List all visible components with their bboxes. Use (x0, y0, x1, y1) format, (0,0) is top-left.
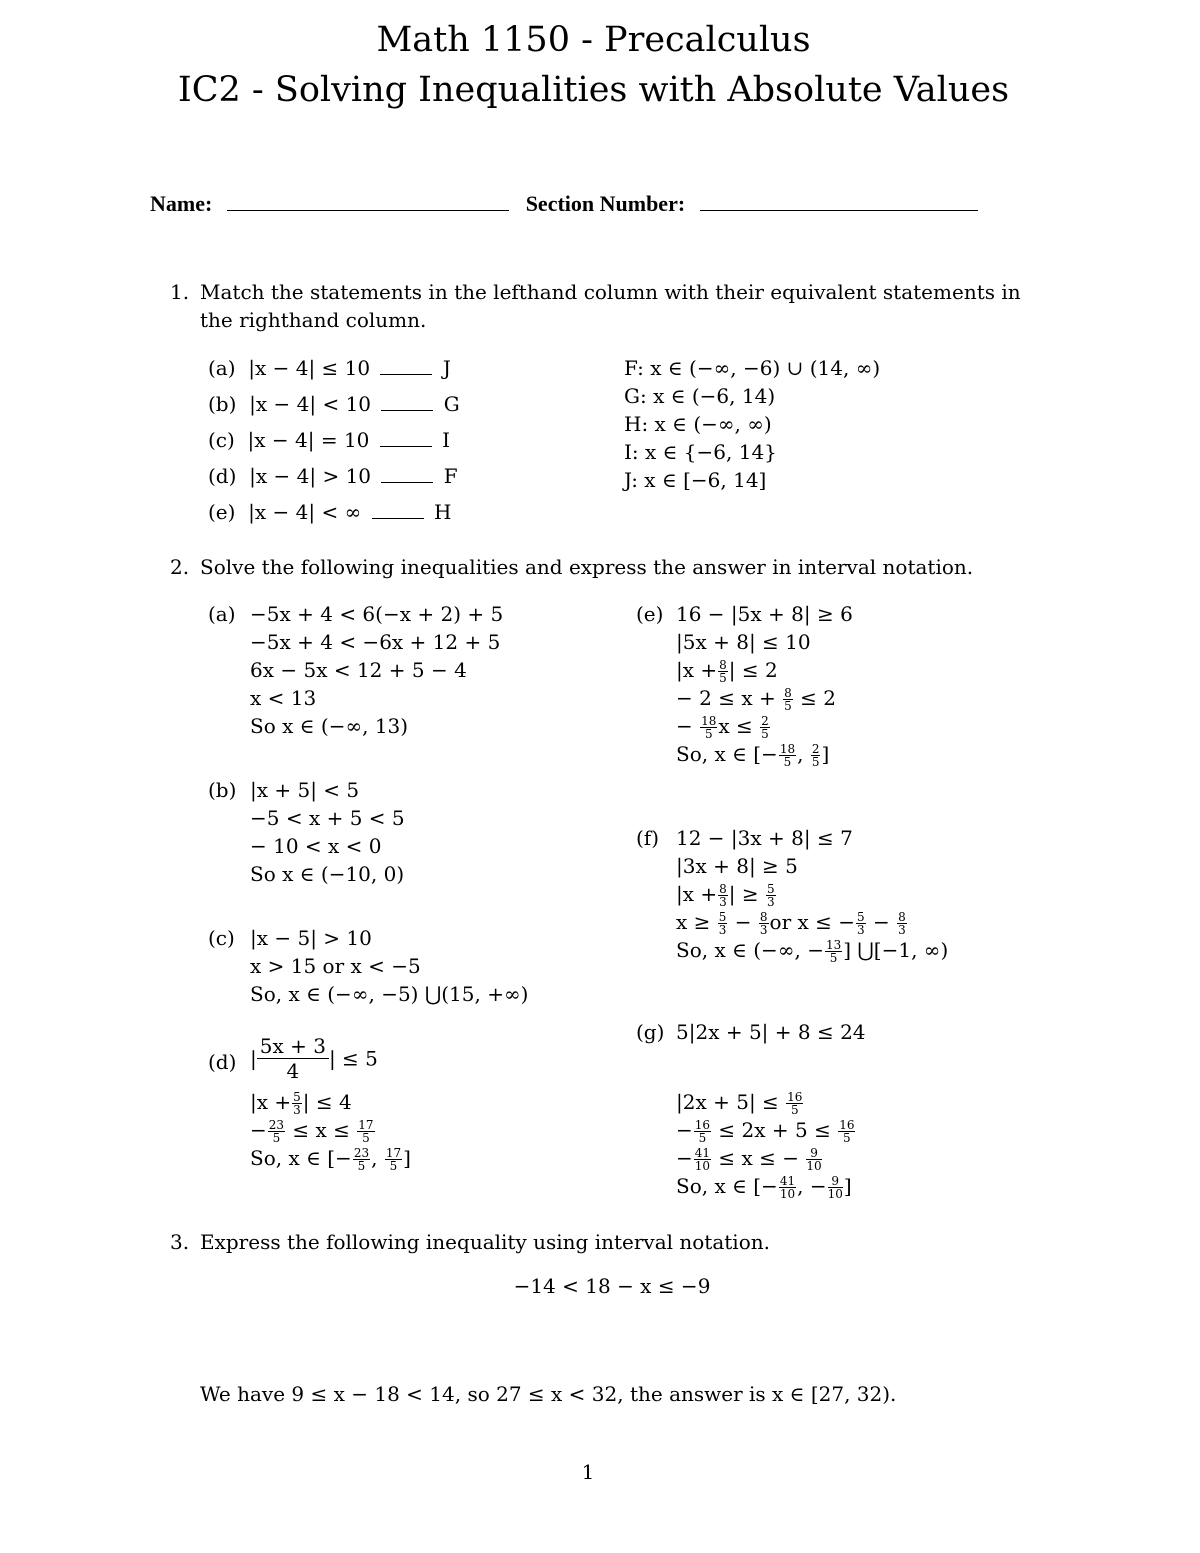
fraction: $\frac{16}{5}$ (694, 1118, 711, 1145)
q1-right-column (624, 354, 880, 494)
q1-option-i: I: x ∈ {−6, 14} (624, 440, 777, 464)
q1-number: 1. (170, 280, 190, 304)
q1-answer-d: F (443, 464, 458, 488)
q1-answer-e: H (433, 500, 452, 524)
fraction: $\frac{8}{5}$ (719, 658, 727, 685)
fraction: $\frac{23}{5}$ (353, 1146, 370, 1173)
fraction: $\frac{5x + 3}{4}$ (257, 1034, 329, 1083)
answer-blank[interactable] (380, 446, 432, 447)
fraction: $\frac{8}{3}$ (759, 910, 768, 937)
fraction: $\frac{5}{3}$ (857, 910, 865, 937)
part-label: (b) (208, 778, 237, 802)
fraction: $\frac{16}{5}$ (839, 1118, 855, 1145)
answer-blank[interactable] (381, 482, 433, 483)
q1-answer-c: I (442, 428, 451, 452)
fraction: $\frac{13}{5}$ (825, 938, 842, 965)
name-label: Name: (150, 191, 213, 216)
part-label: (c) (208, 926, 235, 950)
q3-inequality: −14 < 18 − x ≤ −9 (513, 1274, 711, 1298)
part-label: (g) (636, 1020, 665, 1044)
q3-number: 3. (170, 1230, 190, 1254)
fraction: $\frac{8}{5}$ (784, 686, 792, 713)
answer-blank[interactable] (380, 374, 432, 375)
q3-answer: We have 9 ≤ x − 18 < 14, so 27 ≤ x < 32, the answer is x ∈ [27, 32). (200, 1382, 897, 1406)
fraction: $\frac{9}{10}$ (827, 1174, 843, 1201)
section-label: Section Number: (525, 191, 686, 216)
q1-option-f: F: x ∈ (−∞, −6) ∪ (14, ∞) (624, 356, 881, 380)
fraction: $\frac{17}{5}$ (358, 1118, 374, 1145)
q1-answer-a: J (442, 356, 451, 380)
course-title: Math 1150 - Precalculus (376, 20, 811, 60)
answer-blank[interactable] (372, 518, 424, 519)
fraction: $\frac{17}{5}$ (385, 1146, 402, 1173)
q1-option-h: H: x ∈ (−∞, ∞) (624, 412, 772, 436)
fraction: $\frac{41}{10}$ (694, 1146, 711, 1173)
name-field[interactable] (227, 190, 509, 211)
fraction: $\frac{16}{5}$ (787, 1090, 803, 1117)
q1-item-c: (c) |x − 4| = 10 I (208, 428, 451, 452)
part-label: (e) (636, 602, 664, 626)
q1-option-g: G: x ∈ (−6, 14) (624, 384, 776, 408)
q1-item-a: (a) |x − 4| ≤ 10 J (208, 356, 451, 380)
assignment-title: IC2 - Solving Inequalities with Absolute Values (177, 70, 1010, 110)
fraction: $\frac{5}{3}$ (767, 882, 775, 909)
page-number: 1 (581, 1460, 595, 1484)
q1-item-b: (b) |x − 4| < 10 G (208, 392, 460, 416)
q2-prompt: Solve the following inequalities and express the answer in interval notation. (200, 555, 974, 579)
name-section-row (150, 190, 978, 217)
fraction: $\frac{5}{3}$ (718, 910, 727, 937)
q1-answer-b: G (443, 392, 460, 416)
fraction: $\frac{41}{10}$ (779, 1174, 796, 1201)
part-label: (a) (208, 602, 236, 626)
fraction: $\frac{8}{3}$ (898, 910, 906, 937)
q1-item-e: (e) |x − 4| < ∞ H (208, 500, 452, 524)
section-number-field[interactable] (700, 190, 978, 211)
fraction: $\frac{2}{5}$ (761, 714, 769, 741)
q1-option-j: J: x ∈ [−6, 14] (624, 468, 767, 492)
fraction: $\frac{18}{5}$ (779, 742, 796, 769)
fraction: $\frac{2}{5}$ (811, 742, 820, 769)
fraction: $\frac{8}{3}$ (719, 882, 727, 909)
fraction: $\frac{9}{10}$ (806, 1146, 822, 1173)
part-label: (d) (208, 1050, 237, 1074)
q1-item-d: (d) |x − 4| > 10 F (208, 464, 458, 488)
q1-prompt-cont: the righthand column. (200, 308, 427, 332)
fraction: $\frac{23}{5}$ (268, 1118, 285, 1145)
q1-prompt: Match the statements in the lefthand column with their equivalent statements in (200, 280, 1021, 304)
answer-blank[interactable] (381, 410, 433, 411)
q3-prompt: Express the following inequality using interval notation. (200, 1230, 770, 1254)
q1-left-column (208, 354, 460, 534)
q2-number: 2. (170, 555, 190, 579)
part-label: (f) (636, 826, 660, 850)
fraction: $\frac{18}{5}$ (701, 714, 717, 741)
fraction: $\frac{5}{3}$ (293, 1090, 301, 1117)
